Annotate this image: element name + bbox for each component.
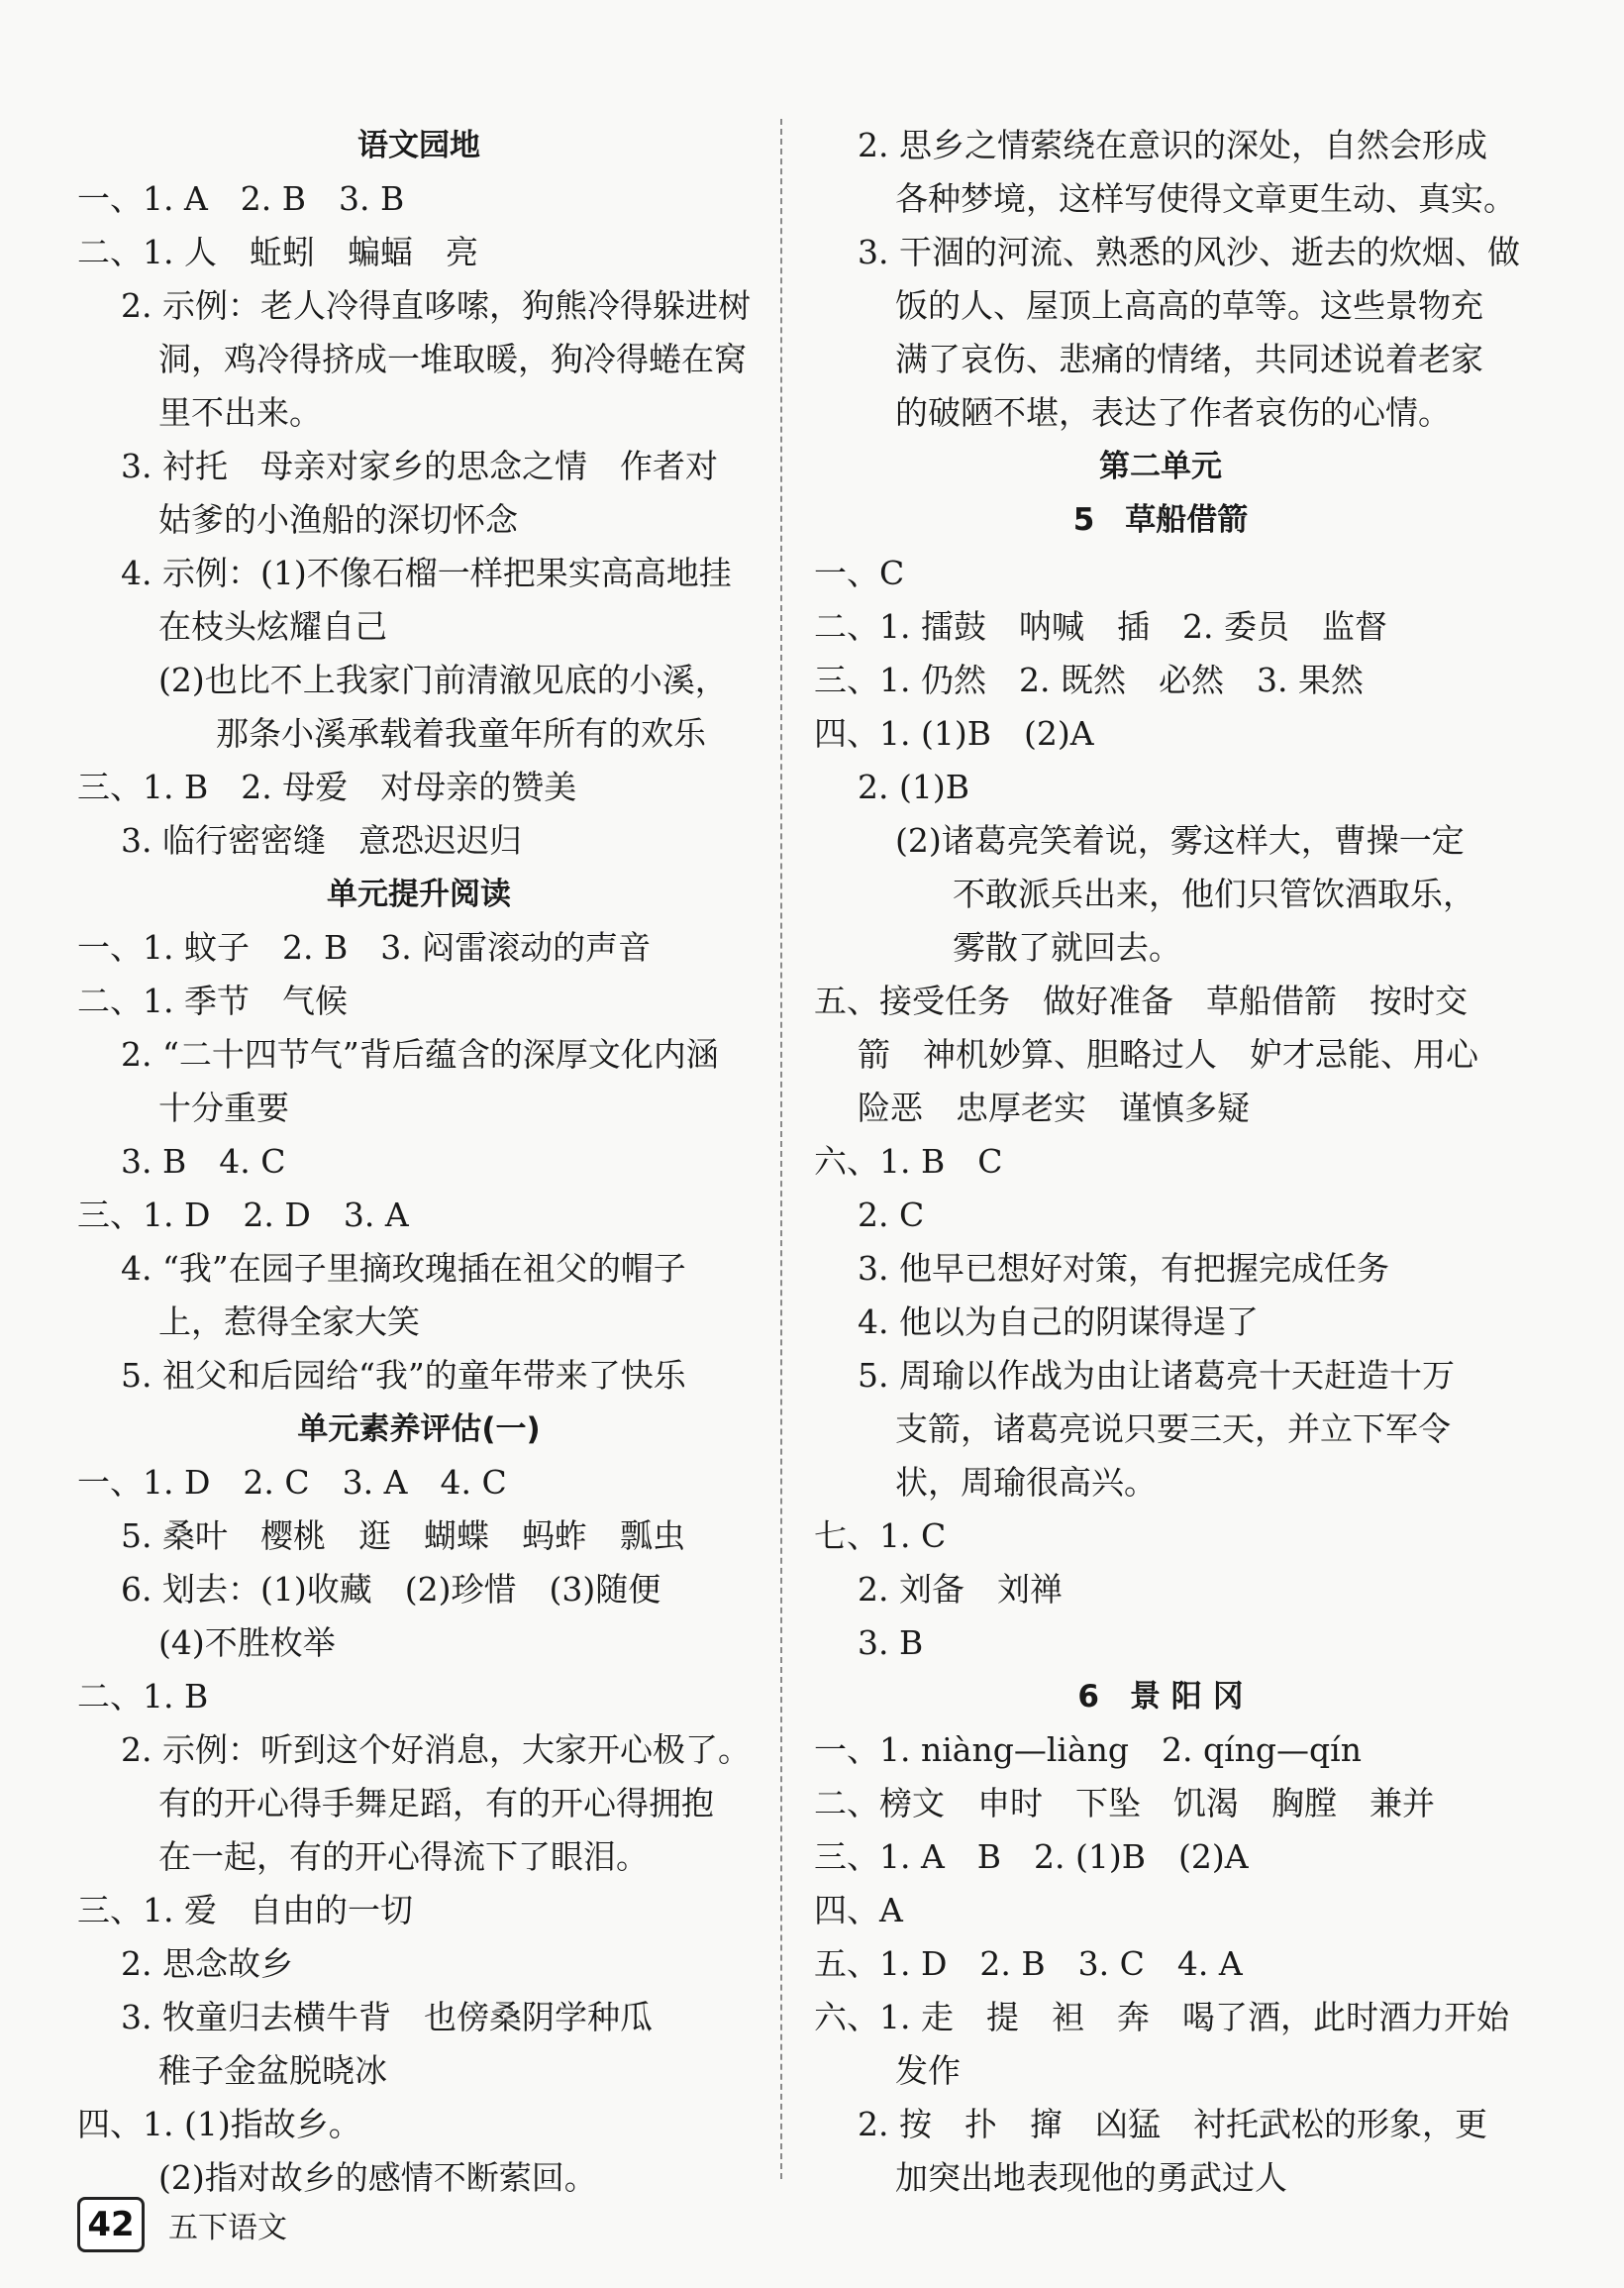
answer-line: 4. “我”在园子里摘玫瑰插在祖父的帽子 [121, 1249, 686, 1288]
answer-line: 发作 [895, 2051, 961, 2090]
answer-line: 五、1. D 2. B 3. C 4. A [814, 1944, 1243, 1983]
answer-line: 六、1. B C [814, 1142, 1003, 1181]
answer-line: 在枝头炫耀自己 [158, 607, 387, 646]
answer-line: 各种梦境，这样写使得文章更生动、真实。 [895, 179, 1516, 218]
answer-line: 箭 神机妙算、胆略过人 妒才忌能、用心 [858, 1035, 1478, 1074]
book-label: 五下语文 [168, 2211, 287, 2245]
answer-line: 5. 桑叶 樱桃 逛 蝴蝶 蚂蚱 瓢虫 [121, 1516, 685, 1555]
answer-line: (2)也比不上我家门前清澈见底的小溪， [158, 661, 728, 699]
answer-line: 三、1. A B 2. (1)B (2)A [814, 1837, 1249, 1876]
answer-line: 2. 刘备 刘禅 [858, 1570, 1063, 1609]
answer-line: 饭的人、屋顶上高高的草等。这些景物充 [895, 286, 1483, 325]
answer-line: (4)不胜枚举 [158, 1623, 336, 1662]
answer-line: 七、1. C [814, 1516, 947, 1555]
answer-line: 3. B 4. C [121, 1142, 286, 1181]
answer-line: 里不出来。 [158, 393, 322, 432]
answer-line: 一、1. niàng—liàng 2. qíng—qín [814, 1730, 1362, 1769]
answer-line: 二、1. 季节 气候 [77, 982, 348, 1020]
section-heading: 第二单元 [1099, 449, 1222, 484]
answer-line: 一、1. 蚊子 2. B 3. 闷雷滚动的声音 [77, 928, 652, 967]
answer-line: 3. 衬托 母亲对家乡的思念之情 作者对 [121, 447, 718, 485]
answer-line: 一、1. D 2. C 3. A 4. C [77, 1463, 507, 1502]
page-number: 42 [77, 2197, 145, 2252]
answer-line: 二、1. B [77, 1677, 209, 1716]
answer-line: (2)诸葛亮笑着说，雾这样大，曹操一定 [895, 821, 1465, 860]
answer-line: 2. 思乡之情萦绕在意识的深处，自然会形成 [858, 126, 1487, 164]
column-divider [780, 119, 782, 2179]
answer-line: 3. 临行密密缝 意恐迟迟归 [121, 821, 522, 860]
answer-line: 二、1. 擂鼓 呐喊 插 2. 委员 监督 [814, 607, 1387, 646]
section-heading: 单元素养评估(一) [297, 1411, 541, 1447]
answer-line: 2. 示例：老人冷得直哆嗦，狗熊冷得躲进树 [121, 286, 751, 325]
answer-line: 状，周瑜很高兴。 [895, 1463, 1157, 1502]
answer-line: 5. 祖父和后园给“我”的童年带来了快乐 [121, 1356, 686, 1395]
section-heading: 6 景 阳 冈 [1077, 1679, 1244, 1715]
answer-line: 上，惹得全家大笑 [158, 1302, 420, 1341]
answer-line: 3. 干涸的河流、熟悉的风沙、逝去的炊烟、做 [858, 233, 1520, 271]
left-column [77, 119, 761, 2205]
page-footer [77, 2197, 287, 2252]
answer-line: 险恶 忠厚老实 谨慎多疑 [858, 1089, 1250, 1127]
answer-line: 不敢派兵出来，他们只管饮酒取乐， [953, 875, 1475, 913]
answer-line: 在一起，有的开心得流下了眼泪。 [158, 1837, 649, 1876]
right-column [814, 119, 1520, 2205]
answer-line: 3. B [858, 1623, 924, 1662]
answer-line: 的破陋不堪，表达了作者哀伤的心情。 [895, 393, 1451, 432]
answer-line: 3. 他早已想好对策，有把握完成任务 [858, 1249, 1389, 1288]
answer-line: 洞，鸡冷得挤成一堆取暖，狗冷得蜷在窝 [158, 340, 747, 378]
answer-line: (2)指对故乡的感情不断萦回。 [158, 2158, 597, 2197]
answer-line: 二、榜文 申时 下坠 饥渴 胸膛 兼并 [814, 1784, 1435, 1822]
answer-line: 4. 示例：(1)不像石榴一样把果实高高地挂 [121, 554, 732, 592]
section-heading: 单元提升阅读 [327, 877, 511, 912]
answer-line: 五、接受任务 做好准备 草船借箭 按时交 [814, 982, 1468, 1020]
answer-line: 四、A [814, 1891, 903, 1929]
answer-line: 3. 牧童归去横牛背 也傍桑阴学种瓜 [121, 1998, 653, 2036]
answer-line: 四、1. (1)B (2)A [814, 714, 1094, 753]
answer-line: 一、C [814, 554, 905, 592]
answer-line: 2. 按 扑 撺 凶猛 衬托武松的形象，更 [858, 2105, 1487, 2143]
answer-line: 三、1. B 2. 母爱 对母亲的赞美 [77, 768, 577, 806]
answer-line: 6. 划去：(1)收藏 (2)珍惜 (3)随便 [121, 1570, 661, 1609]
answer-line: 二、1. 人 蚯蚓 蝙蝠 亮 [77, 233, 478, 271]
answer-line: 加突出地表现他的勇武过人 [895, 2158, 1287, 2197]
answer-line: 有的开心得手舞足蹈，有的开心得拥抱 [158, 1784, 714, 1822]
answer-line: 雾散了就回去。 [953, 928, 1181, 967]
answer-line: 三、1. 仍然 2. 既然 必然 3. 果然 [814, 661, 1364, 699]
answer-line: 2. 思念故乡 [121, 1944, 293, 1983]
section-heading: 语文园地 [357, 128, 480, 163]
answer-line: 一、1. A 2. B 3. B [77, 179, 405, 218]
answer-line: 2. C [858, 1196, 925, 1234]
answer-line: 2. (1)B [858, 768, 969, 806]
answer-line: 2. “二十四节气”背后蕴含的深厚文化内涵 [121, 1035, 719, 1074]
answer-line: 支箭，诸葛亮说只要三天，并立下军令 [895, 1409, 1451, 1448]
answer-line: 六、1. 走 提 袒 奔 喝了酒，此时酒力开始 [814, 1998, 1509, 2036]
answer-line: 2. 示例：听到这个好消息，大家开心极了。 [121, 1730, 751, 1769]
answer-line: 十分重要 [158, 1089, 289, 1127]
answer-line: 四、1. (1)指故乡。 [77, 2105, 361, 2143]
section-heading: 5 草船借箭 [1072, 502, 1249, 538]
answer-line: 三、1. 爱 自由的一切 [77, 1891, 413, 1929]
answer-line: 满了哀伤、悲痛的情绪，共同述说着老家 [895, 340, 1483, 378]
answer-line: 4. 他以为自己的阴谋得逞了 [858, 1302, 1259, 1341]
answer-line: 稚子金盆脱晓冰 [158, 2051, 387, 2090]
answer-line: 姑爹的小渔船的深切怀念 [158, 500, 518, 539]
answer-line: 三、1. D 2. D 3. A [77, 1196, 409, 1234]
answer-line: 5. 周瑜以作战为由让诸葛亮十天赶造十万 [858, 1356, 1455, 1395]
answer-line: 那条小溪承载着我童年所有的欢乐 [216, 714, 706, 753]
